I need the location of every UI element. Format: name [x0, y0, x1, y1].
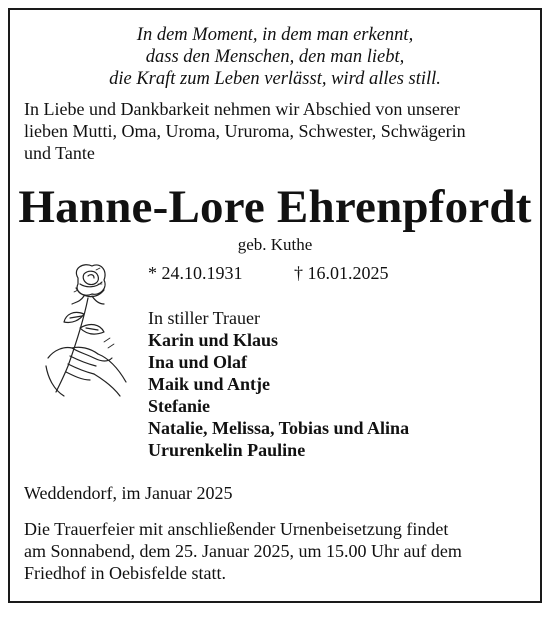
deceased-name: Hanne-Lore Ehrenpfordt: [18, 181, 532, 233]
intro-line: lieben Mutti, Oma, Uroma, Ururoma, Schwester, Schwägerin: [24, 121, 466, 141]
poem-line: die Kraft zum Leben verlässt, wird alles still.: [109, 69, 441, 89]
funeral-line: Die Trauerfeier mit anschließender Urnenbeisetzung findet: [24, 519, 449, 539]
rose-in-hand-icon: [34, 258, 142, 398]
intro-line: In Liebe und Dankbarkeit nehmen wir Abschied von unserer: [24, 99, 460, 119]
death-date: † 16.01.2025: [294, 263, 389, 283]
mourners-heading: In stiller Trauer: [148, 308, 260, 328]
intro-text: [24, 98, 526, 164]
poem-line: dass den Menschen, den man liebt,: [145, 47, 405, 67]
poem: [10, 24, 540, 90]
life-dates: [148, 262, 389, 284]
poem-line: In dem Moment, in dem man erkennt,: [136, 25, 414, 45]
place-and-date: Weddendorf, im Januar 2025: [24, 483, 233, 503]
mourner-name: Natalie, Melissa, Tobias und Alina: [148, 418, 410, 438]
mourners-list: [148, 307, 409, 461]
birth-date: * 24.10.1931: [148, 263, 243, 283]
obituary-notice: [8, 8, 542, 603]
mourner-name: Maik und Antje: [148, 374, 271, 394]
mourner-name: Ina und Olaf: [148, 352, 248, 372]
funeral-details: [24, 518, 526, 584]
mourner-name: Karin und Klaus: [148, 330, 279, 350]
funeral-line: Friedhof in Oebisfelde statt.: [24, 563, 226, 583]
intro-line: und Tante: [24, 143, 95, 163]
maiden-name: geb. Kuthe: [237, 235, 313, 254]
mourner-name: Ururenkelin Pauline: [148, 440, 306, 460]
mourner-name: Stefanie: [148, 396, 210, 416]
funeral-line: am Sonnabend, dem 25. Januar 2025, um 15.00 Uhr auf dem: [24, 541, 462, 561]
